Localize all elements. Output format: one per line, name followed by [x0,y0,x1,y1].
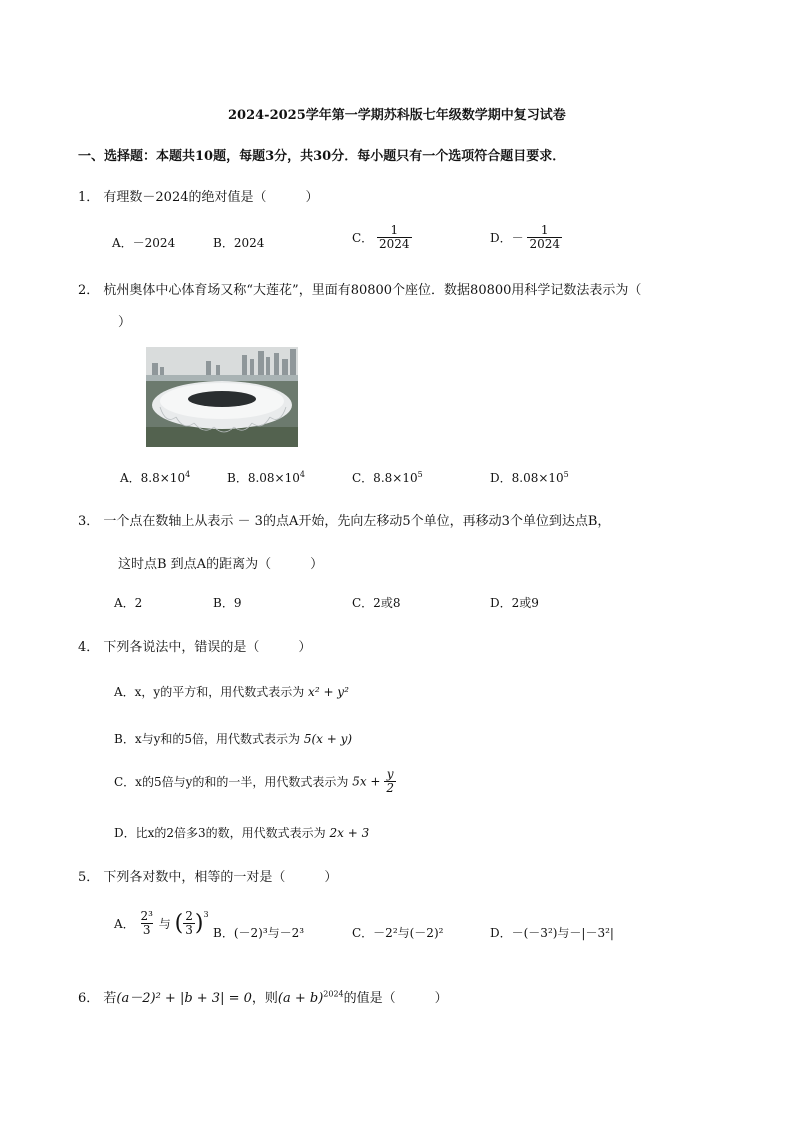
q4-option-b-expression: 5(x + y) [303,732,353,746]
q1-option-c-fraction [377,224,412,251]
q5-option-d: D．－(－3²)与－|－3²| [490,926,614,940]
question-2-stem-cont: ） [118,315,132,330]
q1-option-d-label: D．－ [490,231,524,246]
q1-option-c-label: C． [352,231,374,246]
q4-option-c-numerator: y [386,767,394,781]
q2-option-c-text: C．8.8×10 [352,471,418,485]
q6-target-exponent: 2024 [323,989,344,999]
q1-option-c-numerator: 1 [390,223,399,237]
q4-option-b [114,730,352,747]
stadium-photo [146,347,298,447]
q2-option-c-exponent: 5 [417,470,423,479]
q3-option-b: B．9 [213,596,242,610]
q4-option-d [114,824,369,841]
q4-option-b-text: B．x与y和的5倍，用代数式表示为 [114,732,301,746]
q4-option-c-denominator: 2 [386,781,394,796]
q1-option-d-denominator: 2024 [529,237,560,252]
stadium-image [146,347,298,447]
page-title: 2024-2025学年第一学期苏科版七年级数学期中复习试卷 [228,108,566,123]
q6-stem-middle: ，则 [251,991,278,1006]
q4-option-a [114,683,349,700]
q1-option-d-numerator: 1 [540,223,549,237]
q4-option-d-expression: 2x + 3 [329,826,370,840]
q4-option-c-fraction [384,768,396,795]
q5-option-a-denominator-1: 3 [142,923,151,938]
question-3-stem-cont: 这时点B 到点A的距离为（ ） [118,557,324,572]
question-3-stem: 3． 一个点在数轴上从表示 － 3的点A开始，先向左移动5个单位，再移动3个单位到达点B， [78,514,611,529]
section-heading: 一、选择题：本题共10题，每题3分，共30分．每小题只有一个选项符合题目要求． [78,149,566,164]
q1-option-d-fraction [527,224,562,251]
q3-option-a: A．2 [114,596,143,610]
q2-option-d [490,469,569,486]
q6-condition-expression: (a－2)² + |b + 3| = 0 [116,991,252,1006]
q5-option-a-exponent: 3 [203,910,209,919]
q4-option-c-text: C．x的5倍与y的和的一半，用代数式表示为 [114,775,349,790]
q2-option-d-exponent: 5 [563,470,569,479]
q2-option-b-exponent: 4 [299,470,305,479]
q1-option-c-denominator: 2024 [379,237,410,252]
q4-option-c [114,768,396,795]
question-1-stem: 1． 有理数－2024的绝对值是（ ） [78,190,319,205]
q2-option-d-text: D．8.08×10 [490,471,564,485]
q2-option-a-exponent: 4 [185,470,191,479]
q1-option-b: B．2024 [213,236,265,250]
q4-option-c-expression: 5x + [352,774,381,789]
q5-option-a-connector: 与 [158,917,171,932]
q2-option-a-text: A．8.8×10 [120,471,186,485]
q3-option-d: D．2或9 [490,596,539,610]
q5-option-b: B．(－2)³与－2³ [213,926,305,940]
q4-option-d-text: D．比x的2倍多3的数，用代数式表示为 [114,826,326,840]
q6-target-expression: (a + b) [277,991,324,1006]
q5-option-a-fraction-2 [183,910,195,937]
q1-option-a: A．－2024 [112,236,176,250]
q5-option-a-label: A． [114,917,135,932]
q6-stem-start: 6． 若 [78,991,117,1006]
q5-option-c: C．－2²与(－2)² [352,926,444,940]
q6-stem-end: 的值是（ ） [343,991,448,1006]
q2-option-b [227,469,305,486]
q5-option-a-left-paren: ( [174,910,184,936]
q5-option-a-fraction-1 [139,910,155,937]
q5-option-a-denominator-2: 3 [185,923,193,938]
q2-option-c [352,469,423,486]
q5-option-a-right-paren: ) [194,910,204,936]
q3-option-c: C．2或8 [352,596,401,610]
question-5-stem: 5． 下列各对数中，相等的一对是（ ） [78,870,338,885]
q2-option-a [120,469,190,486]
question-6-stem [78,987,448,1006]
q2-option-b-text: B．8.08×10 [227,471,300,485]
q5-option-a [114,910,209,937]
q1-option-d [490,224,562,251]
q5-option-a-numerator-2: 2 [185,909,193,923]
q1-option-c [352,224,412,251]
q5-option-a-numerator-1: 2³ [140,909,153,923]
question-4-stem: 4． 下列各说法中，错误的是（ ） [78,640,312,655]
question-2-stem: 2． 杭州奥体中心体育场又称“大莲花”，里面有80800个座位．数据80800用科学记数法表示为（ [78,283,642,298]
q4-option-a-expression: x² + y² [308,685,349,699]
q4-option-a-text: A．x，y的平方和，用代数式表示为 [114,685,305,699]
